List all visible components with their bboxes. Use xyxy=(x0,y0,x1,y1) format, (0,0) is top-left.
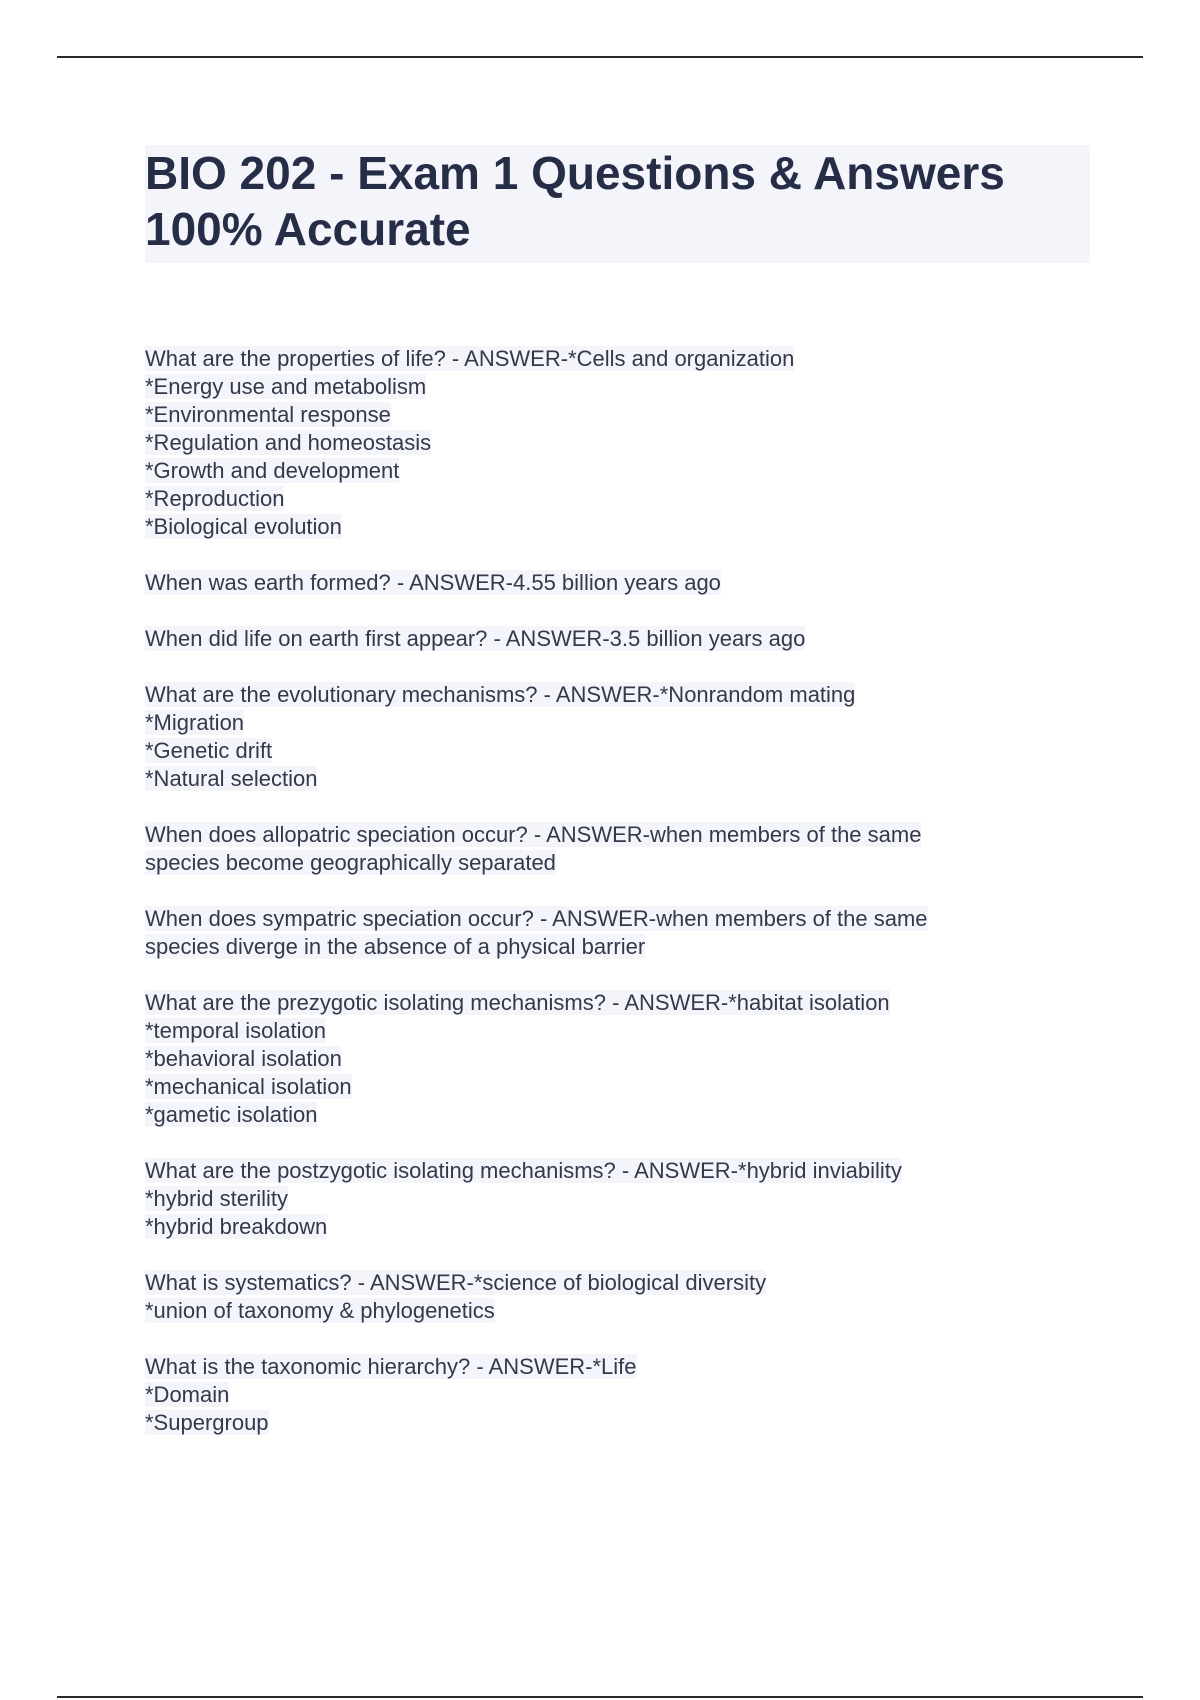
qa-question-line xyxy=(145,1353,1090,1381)
qa-answer-line xyxy=(145,1381,1090,1409)
qa-answer-line xyxy=(145,1045,1090,1073)
qa-item xyxy=(145,569,1090,597)
qa-item xyxy=(145,821,1090,877)
qa-line-text: species become geographically separated xyxy=(145,850,556,875)
qa-line-text: What are the properties of life? - ANSWER-*Cells and organization xyxy=(145,346,795,371)
qa-line-text: *behavioral isolation xyxy=(145,1046,342,1071)
qa-answer-line xyxy=(145,1017,1090,1045)
qa-question-line xyxy=(145,989,1090,1017)
top-rule xyxy=(57,56,1143,58)
qa-answer-line xyxy=(145,401,1090,429)
qa-line-text: What are the prezygotic isolating mechanisms? - ANSWER-*habitat isolation xyxy=(145,990,890,1015)
qa-line-text: When does sympatric speciation occur? - ANSWER-when members of the same xyxy=(145,906,928,931)
qa-question-line xyxy=(145,905,1090,933)
qa-answer-line xyxy=(145,1185,1090,1213)
qa-line-text: *union of taxonomy & phylogenetics xyxy=(145,1298,495,1323)
qa-line-text: *Genetic drift xyxy=(145,738,273,763)
qa-line-text: *temporal isolation xyxy=(145,1018,326,1043)
qa-question-line xyxy=(145,821,1090,849)
qa-answer-line xyxy=(145,373,1090,401)
qa-answer-line xyxy=(145,1213,1090,1241)
qa-item xyxy=(145,1269,1090,1325)
qa-item xyxy=(145,905,1090,961)
title-line: BIO 202 - Exam 1 Questions & Answers xyxy=(145,147,1005,199)
bottom-rule xyxy=(57,1696,1143,1698)
qa-line-text: *gametic isolation xyxy=(145,1102,318,1127)
qa-question-line xyxy=(145,345,1090,373)
qa-line-text: What are the postzygotic isolating mechanisms? - ANSWER-*hybrid inviability xyxy=(145,1158,902,1183)
qa-question-line xyxy=(145,569,1090,597)
qa-answer-line xyxy=(145,429,1090,457)
qa-question-line xyxy=(145,681,1090,709)
qa-line-text: What are the evolutionary mechanisms? - ANSWER-*Nonrandom mating xyxy=(145,682,856,707)
qa-answer-line xyxy=(145,1409,1090,1437)
qa-answer-line xyxy=(145,485,1090,513)
qa-answer-line xyxy=(145,709,1090,737)
qa-answer-line xyxy=(145,737,1090,765)
document-content xyxy=(145,145,1090,1465)
qa-line-text: *Reproduction xyxy=(145,486,285,511)
qa-line-text: *Energy use and metabolism xyxy=(145,374,427,399)
qa-list xyxy=(145,345,1090,1437)
qa-answer-line xyxy=(145,1297,1090,1325)
qa-answer-line xyxy=(145,933,1090,961)
qa-item xyxy=(145,1157,1090,1241)
qa-line-text: *hybrid breakdown xyxy=(145,1214,328,1239)
qa-line-text: What is systematics? - ANSWER-*science of biological diversity xyxy=(145,1270,767,1295)
qa-line-text: *Environmental response xyxy=(145,402,391,427)
qa-line-text: *Migration xyxy=(145,710,245,735)
qa-item xyxy=(145,345,1090,541)
qa-line-text: *Supergroup xyxy=(145,1410,269,1435)
qa-line-text: *Biological evolution xyxy=(145,514,342,539)
qa-line-text: species diverge in the absence of a physical barrier xyxy=(145,934,646,959)
qa-item xyxy=(145,1353,1090,1437)
qa-question-line xyxy=(145,1157,1090,1185)
qa-question-line xyxy=(145,625,1090,653)
qa-answer-line xyxy=(145,513,1090,541)
qa-line-text: *Growth and development xyxy=(145,458,400,483)
qa-question-line xyxy=(145,1269,1090,1297)
qa-line-text: When does allopatric speciation occur? - ANSWER-when members of the same xyxy=(145,822,922,847)
qa-line-text: *Regulation and homeostasis xyxy=(145,430,432,455)
qa-answer-line xyxy=(145,457,1090,485)
qa-answer-line xyxy=(145,765,1090,793)
qa-line-text: *mechanical isolation xyxy=(145,1074,352,1099)
document-title xyxy=(145,145,1090,263)
qa-answer-line xyxy=(145,1073,1090,1101)
qa-line-text: When was earth formed? - ANSWER-4.55 billion years ago xyxy=(145,570,721,595)
qa-item xyxy=(145,989,1090,1129)
qa-line-text: When did life on earth first appear? - ANSWER-3.5 billion years ago xyxy=(145,626,806,651)
qa-item xyxy=(145,681,1090,793)
qa-line-text: *Domain xyxy=(145,1382,230,1407)
qa-item xyxy=(145,625,1090,653)
qa-line-text: *hybrid sterility xyxy=(145,1186,289,1211)
qa-answer-line xyxy=(145,1101,1090,1129)
title-line: 100% Accurate xyxy=(145,203,471,255)
qa-line-text: *Natural selection xyxy=(145,766,318,791)
qa-line-text: What is the taxonomic hierarchy? - ANSWER-*Life xyxy=(145,1354,637,1379)
qa-answer-line xyxy=(145,849,1090,877)
